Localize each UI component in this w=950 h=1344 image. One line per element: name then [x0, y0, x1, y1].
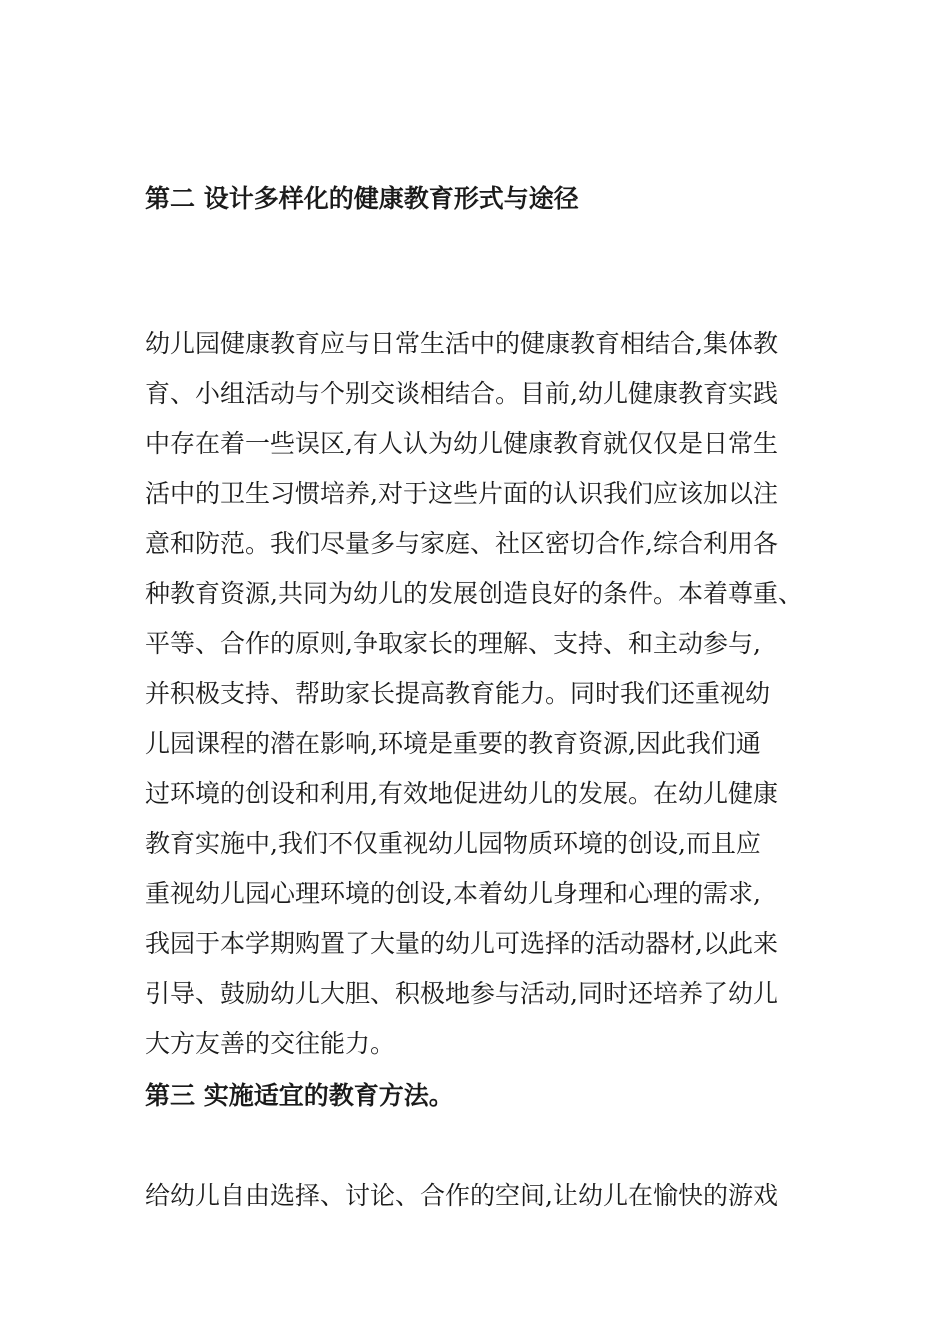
paragraph-line: 种教育资源,共同为幼儿的发展创造良好的条件。本着尊重、 — [145, 579, 803, 608]
paragraph-line: 给幼儿自由选择、讨论、合作的空间,让幼儿在愉快的游戏 — [145, 1181, 778, 1210]
paragraph-line: 意和防范。我们尽量多与家庭、社区密切合作,综合利用各 — [145, 529, 778, 558]
section-2-heading: 第二 设计多样化的健康教育形式与途径 — [145, 184, 579, 213]
section-3-heading: 第三 实施适宜的教育方法。 — [145, 1081, 454, 1110]
paragraph-line: 育、小组活动与个别交谈相结合。目前,幼儿健康教育实践 — [145, 379, 778, 408]
paragraph-line: 我园于本学期购置了大量的幼儿可选择的活动器材,以此来 — [145, 929, 778, 958]
paragraph-line: 幼儿园健康教育应与日常生活中的健康教育相结合,集体教 — [145, 329, 778, 358]
paragraph-line: 儿园课程的潜在影响,环境是重要的教育资源,因此我们通 — [145, 729, 761, 758]
paragraph-line: 大方友善的交往能力。 — [145, 1029, 396, 1058]
paragraph-line: 并积极支持、帮助家长提高教育能力。同时我们还重视幼 — [145, 679, 771, 708]
paragraph-line: 过环境的创设和利用,有效地促进幼儿的发展。在幼儿健康 — [145, 779, 778, 808]
paragraph-line: 活中的卫生习惯培养,对于这些片面的认识我们应该加以注 — [145, 479, 778, 508]
paragraph-line: 中存在着一些误区,有人认为幼儿健康教育就仅仅是日常生 — [145, 429, 778, 458]
paragraph-line: 教育实施中,我们不仅重视幼儿园物质环境的创设,而且应 — [145, 829, 761, 858]
paragraph-line: 平等、合作的原则,争取家长的理解、支持、和主动参与, — [145, 629, 761, 658]
paragraph-line: 重视幼儿园心理环境的创设,本着幼儿身理和心理的需求, — [145, 879, 761, 908]
paragraph-line: 引导、鼓励幼儿大胆、积极地参与活动,同时还培养了幼儿 — [145, 979, 778, 1008]
